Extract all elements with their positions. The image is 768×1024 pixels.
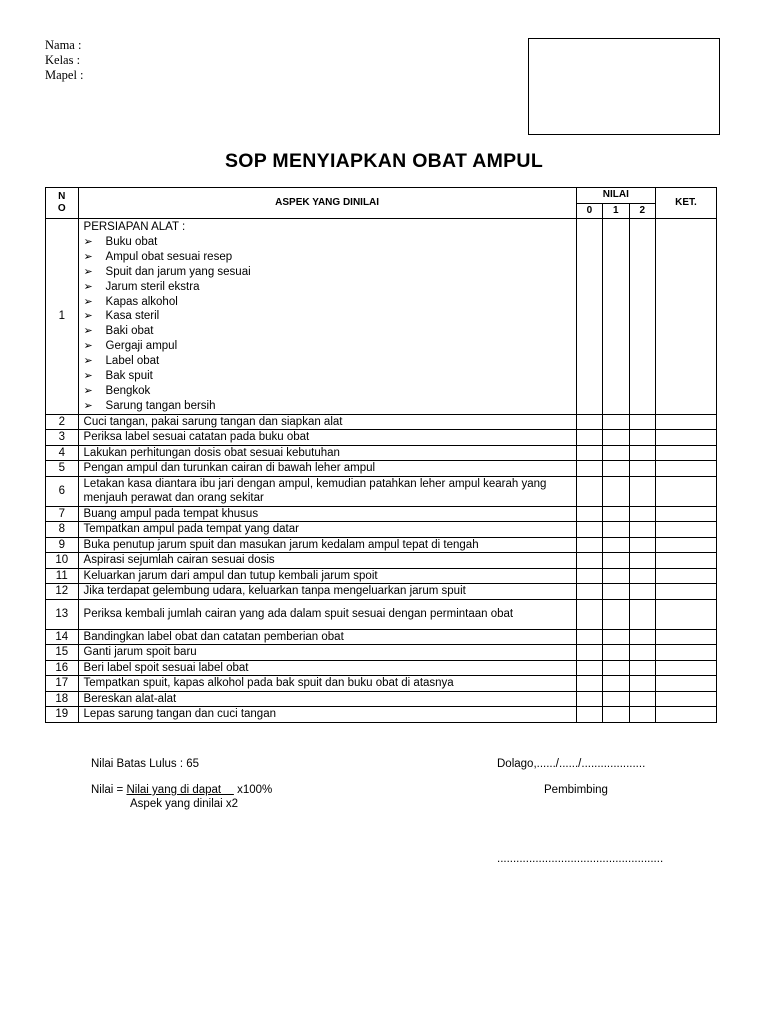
score-col-2: 2 — [629, 203, 655, 219]
header-nilai: NILAI — [576, 188, 655, 204]
score-cell[interactable] — [629, 660, 655, 676]
identity-fields — [45, 38, 84, 83]
score-cell[interactable] — [603, 629, 629, 645]
place-date: Dolago,....../....../.................... — [497, 758, 646, 770]
score-cell[interactable] — [576, 414, 602, 430]
row-number: 5 — [46, 461, 79, 477]
table-row — [46, 430, 717, 446]
score-cell[interactable] — [629, 553, 655, 569]
score-cell[interactable] — [576, 476, 602, 506]
score-cell[interactable] — [603, 506, 629, 522]
formula-prefix: Nilai = — [91, 784, 127, 796]
score-cell[interactable] — [603, 476, 629, 506]
ket-cell[interactable] — [655, 522, 716, 538]
row-aspect: Periksa label sesuai catatan pada buku obat — [78, 430, 576, 446]
score-cell[interactable] — [576, 599, 602, 629]
score-cell[interactable] — [629, 414, 655, 430]
table-row — [46, 537, 717, 553]
row-number: 13 — [46, 599, 79, 629]
table-row — [46, 629, 717, 645]
score-cell[interactable] — [576, 676, 602, 692]
score-cell[interactable] — [629, 219, 655, 415]
ket-cell[interactable] — [655, 599, 716, 629]
row-number: 6 — [46, 476, 79, 506]
table-row — [46, 219, 717, 415]
row-number: 17 — [46, 676, 79, 692]
score-cell[interactable] — [603, 676, 629, 692]
row-aspect: Tempatkan spuit, kapas alkohol pada bak spuit dan buku obat di atasnya — [78, 676, 576, 692]
prep-item: ➢ Kapas alkohol — [106, 295, 571, 310]
kelas-label: Kelas : — [45, 53, 81, 67]
score-cell[interactable] — [629, 691, 655, 707]
row-number: 1 — [46, 219, 79, 415]
row-aspect: Lakukan perhitungan dosis obat sesuai kebutuhan — [78, 445, 576, 461]
score-cell[interactable] — [576, 553, 602, 569]
header-no-line2: O — [57, 203, 66, 214]
row-aspect: Tempatkan ampul pada tempat yang datar — [78, 522, 576, 538]
ket-cell[interactable] — [655, 645, 716, 661]
score-cell[interactable] — [576, 645, 602, 661]
table-row — [46, 445, 717, 461]
score-cell[interactable] — [629, 430, 655, 446]
row-aspect: Periksa kembali jumlah cairan yang ada dalam spuit sesuai dengan permintaan obat — [78, 599, 576, 629]
ket-cell[interactable] — [655, 676, 716, 692]
prep-list — [84, 235, 571, 414]
score-cell[interactable] — [629, 522, 655, 538]
ket-cell[interactable] — [655, 219, 716, 415]
passing-grade: Nilai Batas Lulus : 65 — [91, 758, 200, 770]
score-cell[interactable] — [576, 461, 602, 477]
score-cell[interactable] — [576, 445, 602, 461]
row-number: 7 — [46, 506, 79, 522]
score-col-1: 1 — [603, 203, 629, 219]
score-cell[interactable] — [603, 522, 629, 538]
score-cell[interactable] — [629, 568, 655, 584]
row-aspect: Bereskan alat-alat — [78, 691, 576, 707]
ket-cell[interactable] — [655, 691, 716, 707]
row-number: 19 — [46, 707, 79, 723]
ket-cell[interactable] — [655, 584, 716, 600]
score-cell[interactable] — [603, 584, 629, 600]
score-cell[interactable] — [576, 537, 602, 553]
ket-cell[interactable] — [655, 660, 716, 676]
row-aspect: Buang ampul pada tempat khusus — [78, 506, 576, 522]
photo-box — [528, 38, 720, 135]
row-number: 9 — [46, 537, 79, 553]
row-number: 12 — [46, 584, 79, 600]
row-number: 11 — [46, 568, 79, 584]
row-number: 15 — [46, 645, 79, 661]
score-cell[interactable] — [576, 584, 602, 600]
ket-cell[interactable] — [655, 537, 716, 553]
row-aspect: Bandingkan label obat dan catatan pemberian obat — [78, 629, 576, 645]
score-cell[interactable] — [603, 461, 629, 477]
mapel-label: Mapel : — [45, 68, 84, 82]
score-cell[interactable] — [576, 219, 602, 415]
score-cell[interactable] — [603, 414, 629, 430]
prep-item: ➢ Bak spuit — [106, 369, 571, 384]
score-cell[interactable] — [629, 461, 655, 477]
score-cell[interactable] — [629, 645, 655, 661]
header-no — [46, 188, 79, 219]
score-cell[interactable] — [603, 537, 629, 553]
prep-item: ➢ Gergaji ampul — [106, 339, 571, 354]
row-aspect: Lepas sarung tangan dan cuci tangan — [78, 707, 576, 723]
row-number: 10 — [46, 553, 79, 569]
score-cell[interactable] — [629, 445, 655, 461]
prep-heading: PERSIAPAN ALAT : — [83, 221, 186, 233]
score-cell[interactable] — [576, 629, 602, 645]
score-cell[interactable] — [603, 599, 629, 629]
row-aspect: Beri label spoit sesuai label obat — [78, 660, 576, 676]
ket-cell[interactable] — [655, 414, 716, 430]
score-cell[interactable] — [576, 522, 602, 538]
prep-item: ➢ Buku obat — [106, 235, 571, 250]
ket-cell[interactable] — [655, 445, 716, 461]
prep-item: ➢ Baki obat — [106, 324, 571, 339]
score-col-0: 0 — [576, 203, 602, 219]
score-cell[interactable] — [603, 660, 629, 676]
row-aspect: Aspirasi sejumlah cairan sesuai dosis — [78, 553, 576, 569]
formula-numerator: Nilai yang di dapat — [126, 784, 234, 796]
table-row — [46, 599, 717, 629]
formula-suffix: x100% — [237, 784, 273, 796]
row-aspect: Keluarkan jarum dari ampul dan tutup kembali jarum spoit — [78, 568, 576, 584]
signature-line: .................................................... — [497, 853, 664, 865]
score-cell[interactable] — [629, 584, 655, 600]
ket-cell[interactable] — [655, 506, 716, 522]
table-row — [46, 691, 717, 707]
score-cell[interactable] — [576, 430, 602, 446]
formula-denominator: Aspek yang dinilai x2 — [130, 798, 239, 810]
ket-cell[interactable] — [655, 707, 716, 723]
row-aspect: Letakan kasa diantara ibu jari dengan ampul, kemudian patahkan leher ampul kearah yang menjauh perawat dan orang sekitar — [78, 476, 576, 506]
score-cell[interactable] — [603, 445, 629, 461]
score-cell[interactable] — [603, 553, 629, 569]
score-cell[interactable] — [603, 219, 629, 415]
header-aspect: ASPEK YANG DINILAI — [78, 188, 576, 219]
table-row — [46, 568, 717, 584]
score-cell[interactable] — [603, 430, 629, 446]
sop-table — [45, 187, 717, 723]
prep-item: ➢ Kasa steril — [106, 309, 571, 324]
score-cell[interactable] — [629, 506, 655, 522]
score-cell[interactable] — [576, 568, 602, 584]
score-cell[interactable] — [603, 691, 629, 707]
table-row — [46, 584, 717, 600]
prep-cell — [78, 219, 576, 415]
score-cell[interactable] — [603, 568, 629, 584]
ket-cell[interactable] — [655, 568, 716, 584]
prep-item: ➢ Jarum steril ekstra — [106, 280, 571, 295]
row-aspect: Cuci tangan, pakai sarung tangan dan siapkan alat — [78, 414, 576, 430]
header-no-line1: N — [58, 191, 66, 202]
score-cell[interactable] — [629, 676, 655, 692]
table-row — [46, 645, 717, 661]
row-number: 16 — [46, 660, 79, 676]
row-number: 14 — [46, 629, 79, 645]
score-cell[interactable] — [629, 629, 655, 645]
row-number: 18 — [46, 691, 79, 707]
ket-cell[interactable] — [655, 553, 716, 569]
row-number: 4 — [46, 445, 79, 461]
ket-cell[interactable] — [655, 430, 716, 446]
row-aspect: Jika terdapat gelembung udara, keluarkan tanpa mengeluarkan jarum spuit — [78, 584, 576, 600]
score-cell[interactable] — [629, 537, 655, 553]
header-ket: KET. — [655, 188, 716, 219]
row-number: 2 — [46, 414, 79, 430]
row-aspect: Ganti jarum spoit baru — [78, 645, 576, 661]
score-cell[interactable] — [629, 599, 655, 629]
table-row — [46, 676, 717, 692]
prep-item: ➢ Label obat — [106, 354, 571, 369]
prep-item: ➢ Ampul obat sesuai resep — [106, 250, 571, 265]
ket-cell[interactable] — [655, 461, 716, 477]
prep-item: ➢ Bengkok — [106, 384, 571, 399]
page-title: SOP MENYIAPKAN OBAT AMPUL — [224, 150, 544, 172]
prep-item: ➢ Spuit dan jarum yang sesuai — [106, 265, 571, 280]
table-row — [46, 506, 717, 522]
prep-item: ➢ Sarung tangan bersih — [106, 399, 571, 414]
table-row — [46, 461, 717, 477]
score-formula — [91, 784, 272, 796]
row-aspect: Pengan ampul dan turunkan cairan di bawah leher ampul — [78, 461, 576, 477]
row-number: 8 — [46, 522, 79, 538]
row-number: 3 — [46, 430, 79, 446]
score-cell[interactable] — [576, 506, 602, 522]
nama-label: Nama : — [45, 38, 82, 52]
score-cell[interactable] — [576, 707, 602, 723]
score-cell[interactable] — [629, 707, 655, 723]
ket-cell[interactable] — [655, 629, 716, 645]
table-row — [46, 414, 717, 430]
table-row — [46, 522, 717, 538]
score-cell[interactable] — [576, 660, 602, 676]
table-row — [46, 476, 717, 506]
score-cell[interactable] — [629, 476, 655, 506]
score-cell[interactable] — [576, 691, 602, 707]
supervisor-label: Pembimbing — [544, 784, 608, 796]
score-cell[interactable] — [603, 645, 629, 661]
ket-cell[interactable] — [655, 476, 716, 506]
table-row — [46, 707, 717, 723]
score-cell[interactable] — [603, 707, 629, 723]
table-row — [46, 660, 717, 676]
table-row — [46, 553, 717, 569]
row-aspect: Buka penutup jarum spuit dan masukan jarum kedalam ampul tepat di tengah — [78, 537, 576, 553]
